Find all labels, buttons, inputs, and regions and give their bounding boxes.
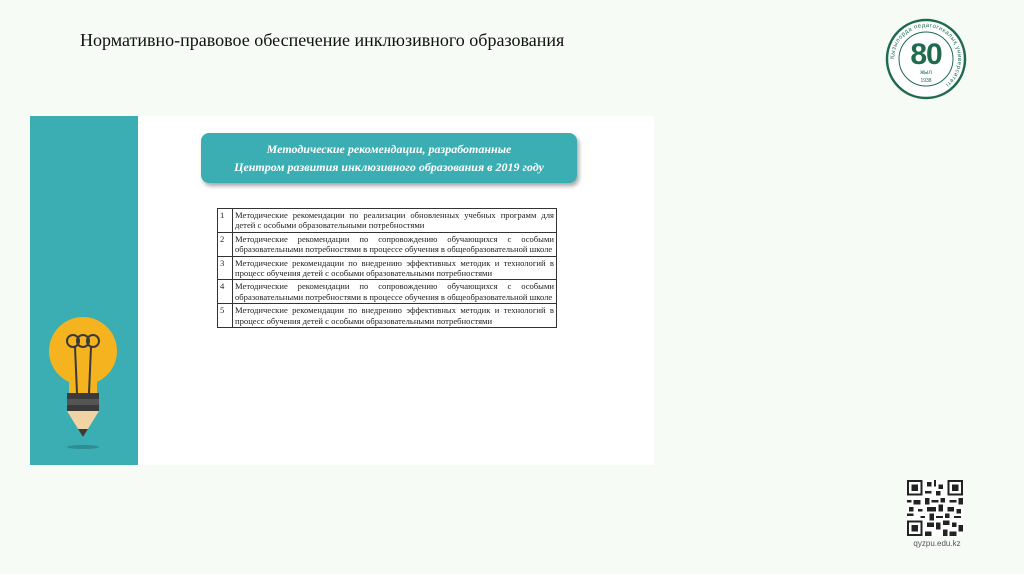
lightbulb-pencil-icon	[47, 313, 119, 453]
website-link[interactable]: qyzpu.edu.kz	[913, 539, 961, 548]
row-text: Методические рекомендации по реализации обновленных учебных программ для детей с особыми образовательными потребностями	[233, 209, 557, 233]
university-logo	[885, 18, 967, 100]
qr-code-icon[interactable]	[907, 480, 963, 536]
row-number: 1	[218, 209, 233, 233]
row-number: 5	[218, 304, 233, 328]
content-panel	[30, 116, 654, 465]
row-text: Методические рекомендации по внедрению эффективных методик и технологий в процесс обучения детей с особыми образовательными потребностями	[233, 256, 557, 280]
table-row	[218, 232, 557, 256]
row-number: 4	[218, 280, 233, 304]
logo-ring-text: Қызылорда педагогикалық университеті	[889, 22, 963, 88]
logo-sub: жыл	[920, 70, 932, 76]
row-number: 2	[218, 232, 233, 256]
teal-sidebar	[30, 116, 138, 465]
row-text: Методические рекомендации по сопровождению обучающихся с особыми образовательными потребностями в процессе обучения в общеобразовательной школе	[233, 280, 557, 304]
banner-line-1: Методические рекомендации, разработанные	[266, 142, 512, 156]
banner-line-2: Центром развития инклюзивного образования в 2019 году	[234, 160, 544, 174]
table-row	[218, 304, 557, 328]
recommendations-table	[217, 208, 557, 328]
table-row	[218, 209, 557, 233]
table-row	[218, 280, 557, 304]
table-row	[218, 256, 557, 280]
logo-year: 80	[910, 38, 942, 71]
row-text: Методические рекомендации по внедрению эффективных методик и технологий в процесс обучения детей с особыми образовательными потребностями	[233, 304, 557, 328]
logo-founded: 1938	[920, 78, 932, 84]
row-text: Методические рекомендации по сопровождению обучающихся с особыми образовательными потребностями в процессе обучения в общеобразовательной школе	[233, 232, 557, 256]
page-title: Нормативно-правовое обеспечение инклюзивного образования	[80, 30, 565, 50]
row-number: 3	[218, 256, 233, 280]
recommendations-banner	[201, 133, 577, 183]
